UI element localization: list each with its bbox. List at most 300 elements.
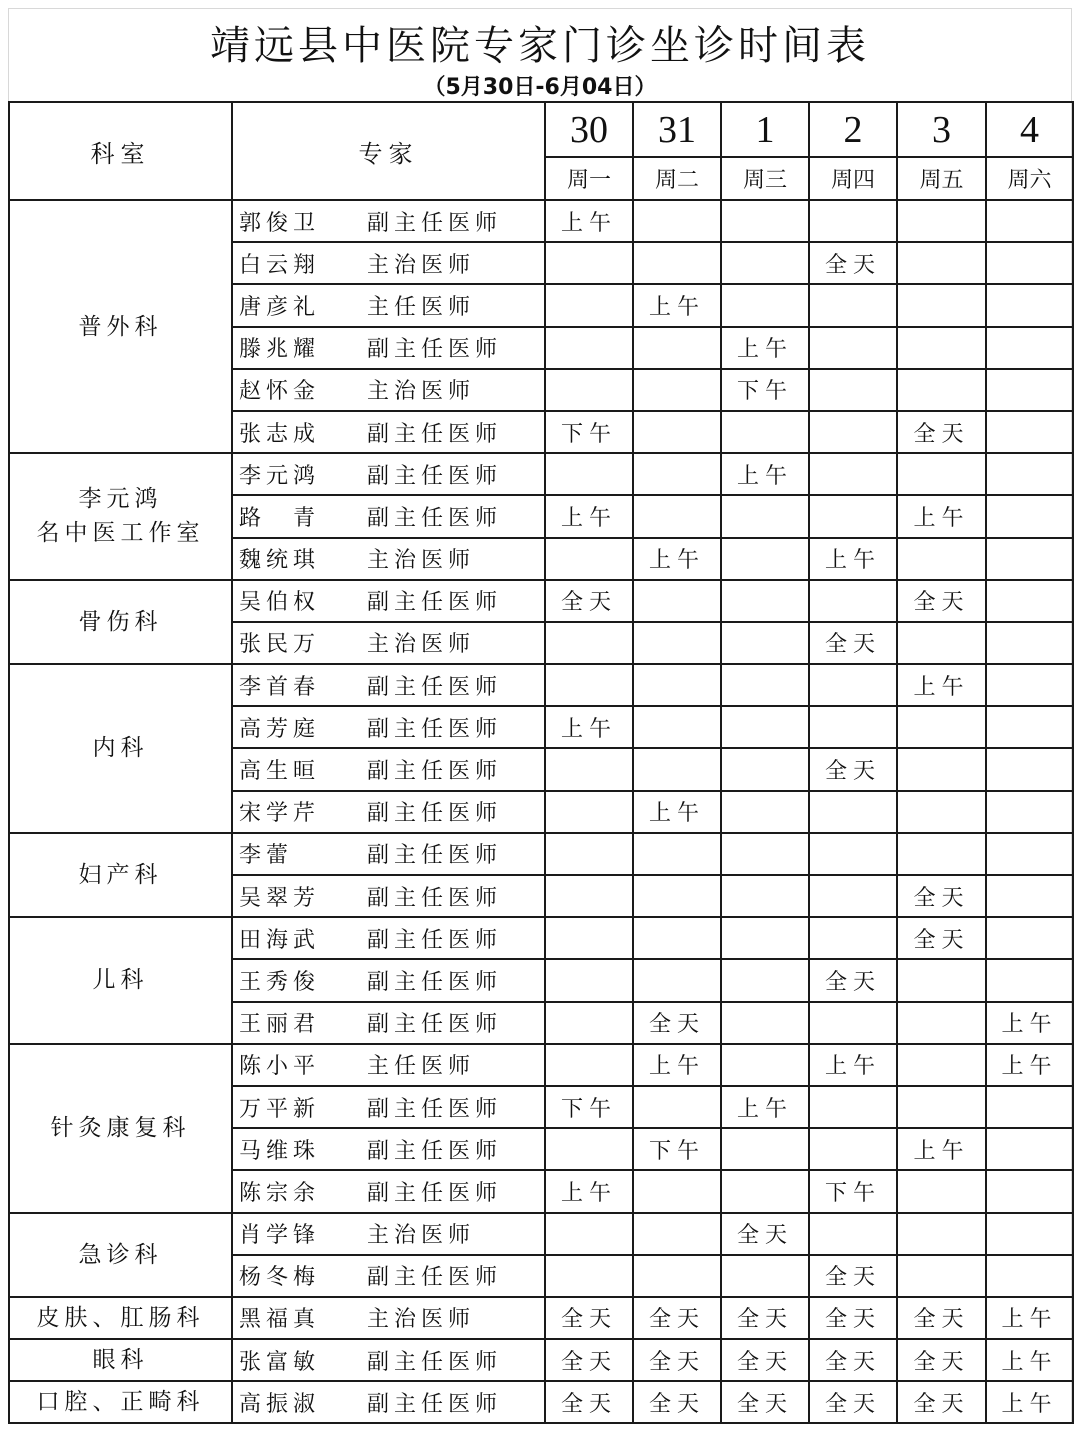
schedule-slot-cell [809, 706, 897, 748]
schedule-slot-cell [897, 327, 986, 369]
doctor-name: 李元鸿 [239, 463, 321, 489]
schedule-slot-cell [809, 833, 897, 875]
doctor-title: 副主任医师 [367, 505, 503, 531]
doctor-name: 王丽君 [239, 1012, 321, 1038]
schedule-slot-cell [986, 453, 1073, 495]
schedule-slot-cell [721, 242, 809, 284]
schedule-slot-cell: 全天 [897, 1339, 986, 1381]
schedule-slot-cell [721, 706, 809, 748]
schedule-slot-cell [545, 791, 633, 833]
doctor-title: 主治医师 [367, 1223, 476, 1249]
column-header-weekday: 周六 [986, 157, 1073, 200]
schedule-slot-cell: 全天 [809, 959, 897, 1001]
doctor-name: 李首春 [239, 674, 321, 700]
table-row [9, 580, 1073, 622]
doctor-name: 唐彦礼 [239, 294, 321, 320]
column-header-date: 1 [721, 102, 809, 157]
doctor-title: 副主任医师 [367, 1180, 503, 1206]
schedule-slot-cell: 全天 [897, 917, 986, 959]
doctor-title: 副主任医师 [367, 843, 503, 869]
schedule-slot-cell [633, 369, 721, 411]
schedule-slot-cell [721, 538, 809, 580]
schedule-slot-cell [721, 622, 809, 664]
doctor-title: 副主任医师 [367, 969, 503, 995]
schedule-slot-cell: 下午 [809, 1170, 897, 1212]
table-row [9, 1213, 1073, 1255]
schedule-slot-cell: 上午 [809, 538, 897, 580]
schedule-slot-cell [986, 580, 1073, 622]
expert-cell [232, 411, 545, 453]
column-header-date: 3 [897, 102, 986, 157]
schedule-slot-cell: 全天 [545, 1297, 633, 1339]
schedule-slot-cell [986, 917, 1073, 959]
expert-cell [232, 706, 545, 748]
doctor-name: 魏统琪 [239, 548, 321, 574]
schedule-slot-cell: 上午 [986, 1044, 1073, 1086]
schedule-slot-cell [633, 200, 721, 242]
schedule-slot-cell: 上午 [986, 1297, 1073, 1339]
schedule-slot-cell: 上午 [809, 1044, 897, 1086]
doctor-name: 赵怀金 [239, 379, 321, 405]
schedule-slot-cell [633, 748, 721, 790]
schedule-slot-cell [986, 242, 1073, 284]
schedule-slot-cell: 上午 [633, 538, 721, 580]
schedule-slot-cell [986, 411, 1073, 453]
schedule-slot-cell: 上午 [545, 706, 633, 748]
schedule-slot-cell: 全天 [721, 1213, 809, 1255]
schedule-slot-cell [545, 1128, 633, 1170]
doctor-name: 张志成 [239, 421, 321, 447]
schedule-slot-cell [986, 1128, 1073, 1170]
schedule-slot-cell [897, 453, 986, 495]
department-cell: 骨伤科 [9, 580, 232, 664]
doctor-title: 主治医师 [367, 632, 476, 658]
schedule-slot-cell [545, 1044, 633, 1086]
schedule-slot-cell [809, 917, 897, 959]
schedule-slot-cell [986, 706, 1073, 748]
expert-cell [232, 1213, 545, 1255]
schedule-slot-cell [545, 453, 633, 495]
column-header-weekday: 周三 [721, 157, 809, 200]
doctor-name: 郭俊卫 [239, 210, 321, 236]
doctor-name: 吴翠芳 [239, 885, 321, 911]
doctor-title: 副主任医师 [367, 927, 503, 953]
expert-cell [232, 1128, 545, 1170]
schedule-slot-cell [809, 327, 897, 369]
date-range-subtitle: （5月30日-6月04日） [423, 75, 657, 100]
schedule-slot-cell [897, 1255, 986, 1297]
schedule-slot-cell [897, 622, 986, 664]
expert-cell [232, 538, 545, 580]
doctor-name: 高芳庭 [239, 716, 321, 742]
schedule-slot-cell [721, 959, 809, 1001]
schedule-slot-cell [721, 1002, 809, 1044]
schedule-slot-cell [897, 284, 986, 326]
schedule-slot-cell [721, 664, 809, 706]
expert-cell [232, 453, 545, 495]
expert-cell [232, 1086, 545, 1128]
schedule-slot-cell [721, 1170, 809, 1212]
schedule-slot-cell [721, 748, 809, 790]
schedule-slot-cell [721, 1255, 809, 1297]
column-header-weekday: 周一 [545, 157, 633, 200]
department-cell: 皮肤、肛肠科 [9, 1297, 232, 1339]
schedule-slot-cell [721, 580, 809, 622]
schedule-slot-cell [897, 748, 986, 790]
expert-cell [232, 580, 545, 622]
schedule-slot-cell [809, 1086, 897, 1128]
doctor-title: 副主任医师 [367, 337, 503, 363]
expert-cell [232, 622, 545, 664]
doctor-title: 主任医师 [367, 294, 476, 320]
schedule-slot-cell [897, 1213, 986, 1255]
schedule-slot-cell [545, 284, 633, 326]
schedule-slot-cell [545, 917, 633, 959]
department-cell: 普外科 [9, 200, 232, 453]
table-row [9, 1339, 1073, 1381]
schedule-slot-cell [986, 622, 1073, 664]
schedule-slot-cell [633, 959, 721, 1001]
schedule-slot-cell [721, 917, 809, 959]
schedule-slot-cell: 全天 [545, 580, 633, 622]
schedule-slot-cell [633, 917, 721, 959]
schedule-slot-cell: 上午 [986, 1002, 1073, 1044]
schedule-slot-cell [633, 495, 721, 537]
schedule-slot-cell: 上午 [897, 495, 986, 537]
schedule-slot-cell: 全天 [545, 1381, 633, 1423]
column-header-weekday: 周五 [897, 157, 986, 200]
schedule-slot-cell [809, 453, 897, 495]
schedule-slot-cell [633, 1213, 721, 1255]
doctor-name: 万平新 [239, 1096, 321, 1122]
schedule-slot-cell [545, 959, 633, 1001]
schedule-slot-cell [809, 1002, 897, 1044]
schedule-slot-cell [721, 1044, 809, 1086]
department-cell: 针灸康复科 [9, 1044, 232, 1213]
schedule-slot-cell [897, 1086, 986, 1128]
schedule-slot-cell: 上午 [986, 1339, 1073, 1381]
schedule-slot-cell [986, 495, 1073, 537]
schedule-slot-cell [633, 664, 721, 706]
schedule-slot-cell [633, 453, 721, 495]
schedule-slot-cell [721, 200, 809, 242]
doctor-title: 主治医师 [367, 1307, 476, 1333]
expert-cell [232, 327, 545, 369]
expert-cell [232, 959, 545, 1001]
schedule-slot-cell [721, 833, 809, 875]
doctor-title: 主任医师 [367, 1054, 476, 1080]
schedule-slot-cell [809, 791, 897, 833]
schedule-slot-cell [809, 200, 897, 242]
schedule-slot-cell [633, 580, 721, 622]
schedule-slot-cell [633, 875, 721, 917]
schedule-slot-cell [809, 1128, 897, 1170]
schedule-slot-cell: 上午 [545, 1170, 633, 1212]
schedule-slot-cell [721, 875, 809, 917]
department-cell [9, 453, 232, 580]
doctor-title: 副主任医师 [367, 1391, 503, 1417]
column-header-date: 31 [633, 102, 721, 157]
column-header-department: 科室 [9, 102, 232, 200]
schedule-slot-cell: 上午 [897, 664, 986, 706]
schedule-slot-cell: 全天 [809, 1297, 897, 1339]
schedule-slot-cell [986, 748, 1073, 790]
schedule-slot-cell: 全天 [809, 622, 897, 664]
doctor-title: 副主任医师 [367, 674, 503, 700]
schedule-slot-cell: 上午 [545, 495, 633, 537]
department-cell: 儿科 [9, 917, 232, 1044]
schedule-slot-cell [633, 1255, 721, 1297]
doctor-name: 吴伯权 [239, 590, 321, 616]
schedule-slot-cell [633, 327, 721, 369]
expert-cell [232, 1339, 545, 1381]
schedule-slot-cell [545, 327, 633, 369]
schedule-slot-cell: 全天 [897, 875, 986, 917]
expert-cell [232, 200, 545, 242]
table-row [9, 833, 1073, 875]
schedule-slot-cell [545, 748, 633, 790]
schedule-slot-cell [809, 495, 897, 537]
expert-cell [232, 833, 545, 875]
schedule-slot-cell: 全天 [809, 748, 897, 790]
doctor-title: 主治医师 [367, 379, 476, 405]
schedule-slot-cell [986, 791, 1073, 833]
schedule-slot-cell [897, 1170, 986, 1212]
schedule-slot-cell [721, 495, 809, 537]
schedule-slot-cell: 全天 [633, 1339, 721, 1381]
doctor-name: 张民万 [239, 632, 321, 658]
schedule-slot-cell: 全天 [633, 1002, 721, 1044]
schedule-slot-cell [986, 538, 1073, 580]
schedule-slot-cell [897, 242, 986, 284]
doctor-name: 肖学锋 [239, 1223, 321, 1249]
schedule-slot-cell [897, 200, 986, 242]
schedule-slot-cell: 下午 [545, 1086, 633, 1128]
schedule-slot-cell: 上午 [633, 791, 721, 833]
schedule-slot-cell: 上午 [897, 1128, 986, 1170]
expert-cell [232, 1381, 545, 1423]
schedule-slot-cell [986, 1086, 1073, 1128]
schedule-slot-cell [897, 959, 986, 1001]
doctor-name: 陈宗余 [239, 1180, 321, 1206]
schedule-slot-cell [809, 875, 897, 917]
schedule-slot-cell [721, 284, 809, 326]
schedule-slot-cell [633, 1086, 721, 1128]
schedule-slot-cell [986, 1170, 1073, 1212]
schedule-slot-cell [986, 875, 1073, 917]
doctor-name: 滕兆耀 [239, 337, 321, 363]
page-title: 靖远县中医院专家门诊坐诊时间表 [210, 23, 870, 69]
doctor-name: 田海武 [239, 927, 321, 953]
schedule-slot-cell: 全天 [809, 1255, 897, 1297]
column-header-date: 4 [986, 102, 1073, 157]
schedule-slot-cell [809, 411, 897, 453]
doctor-title: 副主任医师 [367, 1138, 503, 1164]
schedule-slot-cell: 上午 [633, 284, 721, 326]
column-header-expert: 专家 [232, 102, 545, 200]
schedule-slot-cell [897, 369, 986, 411]
expert-cell [232, 1044, 545, 1086]
column-header-weekday: 周四 [809, 157, 897, 200]
schedule-slot-cell: 全天 [633, 1381, 721, 1423]
schedule-slot-cell [633, 833, 721, 875]
schedule-slot-cell [545, 664, 633, 706]
schedule-slot-cell: 上午 [545, 200, 633, 242]
schedule-slot-cell [545, 369, 633, 411]
schedule-slot-cell [986, 284, 1073, 326]
schedule-slot-cell [986, 959, 1073, 1001]
expert-cell [232, 1297, 545, 1339]
schedule-slot-cell [721, 791, 809, 833]
expert-cell [232, 875, 545, 917]
schedule-slot-cell: 上午 [633, 1044, 721, 1086]
doctor-name: 高生晅 [239, 759, 321, 785]
schedule-slot-cell [633, 622, 721, 664]
department-cell: 急诊科 [9, 1213, 232, 1297]
schedule-slot-cell [897, 833, 986, 875]
schedule-slot-cell [545, 833, 633, 875]
expert-cell [232, 284, 545, 326]
schedule-slot-cell [545, 1255, 633, 1297]
doctor-name: 马维珠 [239, 1138, 321, 1164]
schedule-slot-cell [633, 411, 721, 453]
doctor-title: 副主任医师 [367, 1012, 503, 1038]
doctor-title: 副主任医师 [367, 885, 503, 911]
doctor-title: 副主任医师 [367, 421, 503, 447]
schedule-slot-cell: 全天 [897, 1297, 986, 1339]
schedule-slot-cell [809, 664, 897, 706]
schedule-slot-cell: 上午 [721, 1086, 809, 1128]
schedule-slot-cell [545, 1002, 633, 1044]
schedule-slot-cell: 全天 [897, 411, 986, 453]
doctor-name: 张富敏 [239, 1349, 321, 1375]
schedule-slot-cell [986, 664, 1073, 706]
table-row [9, 664, 1073, 706]
schedule-slot-cell [545, 1213, 633, 1255]
table-row [9, 200, 1073, 242]
department-name-line1: 李元鸿 [78, 486, 163, 513]
schedule-slot-cell: 全天 [809, 1339, 897, 1381]
schedule-slot-cell [633, 706, 721, 748]
doctor-name: 白云翔 [239, 252, 321, 278]
schedule-slot-cell [986, 369, 1073, 411]
expert-cell [232, 791, 545, 833]
schedule-slot-cell [986, 200, 1073, 242]
column-header-date: 2 [809, 102, 897, 157]
table-row [9, 1297, 1073, 1339]
schedule-slot-cell [897, 791, 986, 833]
doctor-name: 王秀俊 [239, 969, 321, 995]
schedule-slot-cell [545, 622, 633, 664]
schedule-slot-cell [545, 242, 633, 284]
table-row [9, 1381, 1073, 1423]
doctor-name: 李蕾 [239, 843, 294, 869]
schedule-slot-cell [633, 1170, 721, 1212]
doctor-title: 主治医师 [367, 548, 476, 574]
department-cell: 口腔、正畸科 [9, 1381, 232, 1423]
schedule-slot-cell: 下午 [721, 369, 809, 411]
table-row [9, 917, 1073, 959]
schedule-slot-cell: 全天 [897, 1381, 986, 1423]
schedule-slot-cell [545, 538, 633, 580]
schedule-slot-cell [986, 833, 1073, 875]
schedule-slot-cell: 上午 [721, 453, 809, 495]
expert-cell [232, 917, 545, 959]
department-name-line2: 名中医工作室 [36, 520, 205, 547]
schedule-slot-cell [986, 1213, 1073, 1255]
expert-cell [232, 242, 545, 284]
doctor-title: 主治医师 [367, 252, 476, 278]
doctor-name: 高振淑 [239, 1391, 321, 1417]
schedule-slot-cell: 全天 [721, 1297, 809, 1339]
schedule-slot-cell: 上午 [986, 1381, 1073, 1423]
schedule-slot-cell: 全天 [809, 242, 897, 284]
doctor-title: 副主任医师 [367, 1096, 503, 1122]
schedule-slot-cell [809, 284, 897, 326]
schedule-table [8, 101, 1074, 1424]
column-header-weekday: 周二 [633, 157, 721, 200]
schedule-slot-cell [986, 1255, 1073, 1297]
doctor-title: 副主任医师 [367, 801, 503, 827]
doctor-title: 副主任医师 [367, 716, 503, 742]
schedule-slot-cell: 全天 [545, 1339, 633, 1381]
schedule-slot-cell [633, 242, 721, 284]
expert-cell [232, 664, 545, 706]
expert-cell [232, 1170, 545, 1212]
table-row [9, 1044, 1073, 1086]
department-cell: 妇产科 [9, 833, 232, 917]
table-row [9, 453, 1073, 495]
doctor-title: 副主任医师 [367, 1265, 503, 1291]
schedule-slot-cell [809, 1213, 897, 1255]
column-header-date: 30 [545, 102, 633, 157]
expert-cell [232, 748, 545, 790]
expert-cell [232, 369, 545, 411]
schedule-slot-cell: 全天 [897, 580, 986, 622]
schedule-slot-cell: 全天 [721, 1339, 809, 1381]
schedule-slot-cell: 下午 [545, 411, 633, 453]
expert-cell [232, 495, 545, 537]
schedule-slot-cell [721, 411, 809, 453]
schedule-slot-cell [897, 538, 986, 580]
doctor-title: 副主任医师 [367, 463, 503, 489]
doctor-name: 黑福真 [239, 1307, 321, 1333]
schedule-slot-cell: 全天 [633, 1297, 721, 1339]
schedule-slot-cell [897, 706, 986, 748]
schedule-slot-cell: 上午 [721, 327, 809, 369]
schedule-slot-cell [809, 580, 897, 622]
schedule-slot-cell: 下午 [633, 1128, 721, 1170]
schedule-slot-cell [986, 327, 1073, 369]
schedule-slot-cell [809, 369, 897, 411]
doctor-title: 副主任医师 [367, 759, 503, 785]
expert-cell [232, 1255, 545, 1297]
schedule-body [9, 200, 1073, 1423]
doctor-name: 宋学芹 [239, 801, 321, 827]
doctor-name: 路 青 [239, 505, 321, 531]
department-cell: 眼科 [9, 1339, 232, 1381]
doctor-title: 副主任医师 [367, 1349, 503, 1375]
department-cell: 内科 [9, 664, 232, 833]
schedule-slot-cell [897, 1002, 986, 1044]
doctor-name: 陈小平 [239, 1054, 321, 1080]
schedule-slot-cell [897, 1044, 986, 1086]
schedule-slot-cell: 全天 [809, 1381, 897, 1423]
header-row-dates [9, 102, 1073, 157]
expert-cell [232, 1002, 545, 1044]
doctor-name: 杨冬梅 [239, 1265, 321, 1291]
doctor-title: 副主任医师 [367, 590, 503, 616]
